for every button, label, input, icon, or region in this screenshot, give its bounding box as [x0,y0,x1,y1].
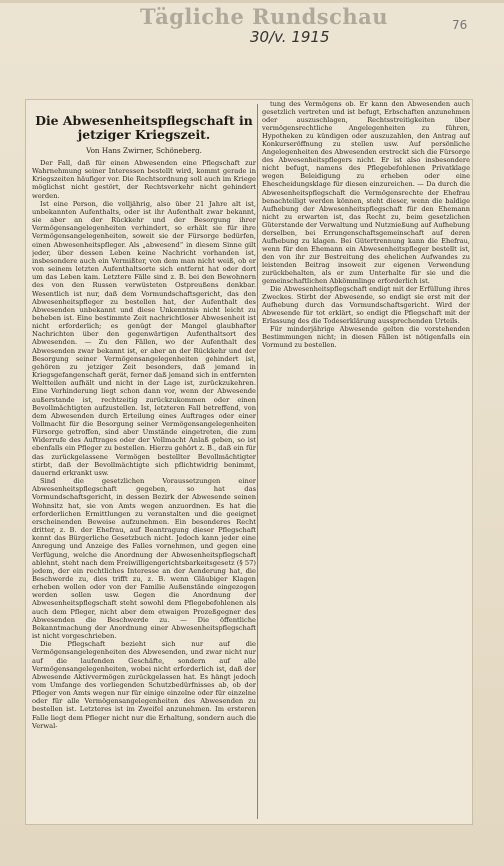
article-byline: Von Hans Zwirner, Schöneberg. [86,146,202,155]
sheet-top-edge [0,0,504,3]
article-paragraph: Sind die gesetzlichen Voraussetzungen einer Abwesenheitspflegschaft gegeben, so hat das Vormundschaftsgericht, in dessen Bezirk der Abwesende seinen Wohnsitz hat, sie von Amts wegen anzuordnen. Es hat die erforderlichen Ermittlungen zu veranstalten und die geeignet erscheinenden Beweise aufzunehmen. Ein besonderes Recht dritter, z. B. der Ehefrau, auf Beantragung dieser Pflegschaft kennt das Bürgerliche Gesetzbuch nicht. Jedoch kann jeder eine Anregung und Anzeige des Falles vornehmen, und gegen eine Verfügung, welche die Anordnung der Abwesenheitspflegschaft ablehnt, steht nach dem Freiwilligengerichtsbarkeitsgesetz (§ 57) jedem, der ein rechtliches Interesse an der Aenderung hat, die Beschwerde zu, dies trifft zu, z. B. wenn Gläubiger Klagen erheben wollen oder von der Familie Außenstände eingezogen werden sollen usw. Gegen die Anordnung der Abwesenheitspflegschaft steht sowohl dem Pflegebefohlenen als auch dem Pfleger, nicht aber dem etwaigen Prozeßgegner des Abwesenden die Beschwerde zu. — Die öffentliche Bekanntmachung der Anordnung einer Abwesenheitspflegschaft ist nicht vorgeschrieben. [32,477,256,641]
article-paragraph: Für minderjährige Abwesende gelten die vorstehenden Bestimmungen nicht; in diesen Fällen ist nötigenfalls ein Vormund zu bestellen. [262,325,470,350]
newspaper-masthead: Tägliche Rundschau [140,4,389,29]
article-headline: Die Abwesenheitspflegschaft in jetziger Kriegszeit. [35,113,253,142]
article-paragraph: Die Pflegschaft bezieht sich nur auf die Vermögensangelegenheiten des Abwesenden, und zwar nicht nur auf die laufenden Geschäfte, sondern auf alle Vermögensangelegenheiten, wobei nicht erforderlich ist, daß der Abwesende Aktivvermögen zurückgelassen hat. Es hängt jedoch vom Umfange des vorliegenden Schutzbedürfnisses ab, ob der Pfleger von Amts wegen nur für einige einzelne oder für einzelne oder für alle Vermögensangelegenheiten des Abwesenden zu bestellen ist. Letzteres ist im Zweifel anzunehmen. Im ersteren Falle liegt dem Pfleger nicht nur die Erhaltung, sondern auch die Verwal- [32,640,256,730]
article-paragraph: Der Fall, daß für einen Abwesenden eine Pflegschaft zur Wahrnehmung seiner Interessen bestellt wird, kommt gerade in Kriegszeiten häufiger vor. Die Rechtsordnung soll auch im Kriege möglichst nicht gestört, der Rechtsverkehr nicht gehindert werden. [32,159,256,200]
article-paragraph: Die Abwesenheitspflegschaft endigt mit der Erfüllung ihres Zweckes. Stirbt der Abwesende, so endigt sie erst mit der Aufhebung durch das Vormundschaftsgericht. Wird der Abwesende für tot erklärt, so endigt die Pflegschaft mit der Erlassung des die Todeserklärung aussprechenden Urteils. [262,285,470,326]
column-divider [257,104,258,819]
page-number: 76 [452,18,468,32]
article-paragraph: tung des Vermögens ob. Er kann den Abwesenden auch gesetzlich vertreten und ist befugt, Erbschaften anzunehmen oder auszuschlagen, Rechtsstreitigkeiten über vermögensrechtliche Angelegenheiten zu führen, Hypotheken zu kündigen oder auszuzahlen, den Antrag auf Konkurseröffnung zu stellen usw. Auf persönliche Angelegenheiten des Abwesenden erstreckt sich die Fürsorge des Abwesenheitspflegers nicht. Er ist also insbesondere nicht befugt, namens des Pflegebefohlenen Privatklage wegen Beleidigung zu erheben oder eine Ehescheidungsklage für diesen einzureichen. — Da durch die Abwesenheitspflegschaft die Vermögensrechte der Ehefrau benachteiligt werden können, steht dieser, wenn die baldige Aufhebung der Abwesenheitspflegschaft für den Ehemann nicht zu erwarten ist, das Recht zu, beim gesetzlichen Güterstande der Verwaltung und Nutznießung auf Aufhebung derselben, bei Errungenschaftsgemeinschaft auf deren Aufhebung zu klagen. Bei Gütertrennung kann die Ehefrau, wenn für den Ehemann ein Abwesenheitspfleger bestellt ist, den von ihr zur Bestreitung des ehelichen Aufwandes zu leistenden Beitrag insoweit zur eigenen Verwendung zurückbehalten, als er zum Unterhalte für sie und die gemeinschaftlichen Abkömmlinge erforderlich ist. [262,100,470,286]
article-paragraph: Ist eine Person, die volljährig, also über 21 Jahre alt ist, unbekannten Aufenthalts, oder ist ihr Aufenthalt zwar bekannt, sie aber an der Rückkehr und der Besorgung ihrer Vermögensangelegenheiten verhindert, so erhält sie für ihre Vermögensangelegenheiten, soweit sie der Fürsorge bedürfen, einen Abwesenheitspfleger. Als „abwesend“ in diesem Sinne gilt jeder, über dessen Leben keine Nachricht vorhanden ist, insbesondere auch ein Vermißter, von dem man nicht weiß, ob er von seinem letzten Aufenthaltsorte sich entfernt hat oder dort um das Leben kam. Letztere Fälle sind z. B. bei den Bewohnern des von den Russen verwüsteten Ostpreußens denkbar. Wesentlich ist nur, daß dem Vormundschaftsgericht, das den Abwesenheitspfleger zu bestellen hat, der Aufenthalt des Abwesenden unbekannt und diese Unkenntnis nicht leicht zu beheben ist. Eine bestimmte Zeit nachrichtloser Abwesenheit ist nicht erforderlich; es genügt der Mangel glaubhafter Nachrichten über den gegenwärtigen Aufenthaltsort des Abwesenden. — Zu den Fällen, wo der Aufenthalt des Abwesenden zwar bekannt ist, er aber an der Rückkehr und der Besorgung seiner Vermögensangelegenheiten gehindert ist, gehören zu jetziger Zeit besonders, daß jemand in Kriegsgefangenschaft gerät, ferner daß jemand sich in entfernten Weltteilen aufhält und nicht in der Lage ist, zurückzukehren. Eine Verhinderung liegt schon dann vor, wenn der Abwesende außerstande ist, rechtzeitig zurückzukommen oder einen Bevollmächtigten aufzustellen. Ist, letzteren Fall betreffend, von dem Abwesenden durch Erteilung eines Auftrages oder einer Vollmacht für die Besorgung seiner Vermögensangelegenheiten Fürsorge getroffen, sind aber Umstände eingetreten, die zum Widerrufe des Auftrages oder der Vollmacht Anlaß geben, so ist ebenfalls ein Pfleger zu bestellen. Hierzu gehört z. B., daß ein für das zurückgelassene Vermögen bestellter Bevollmächtigter stirbt, daß der Bevollmächtigte sich pflichtwidrig benimmt, dauernd erkrankt usw. [32,199,256,477]
handwritten-date: 30/v. 1915 [250,28,330,46]
article-left-column [32,100,256,824]
newspaper-clipping [26,100,472,824]
article-right-column [262,100,470,495]
